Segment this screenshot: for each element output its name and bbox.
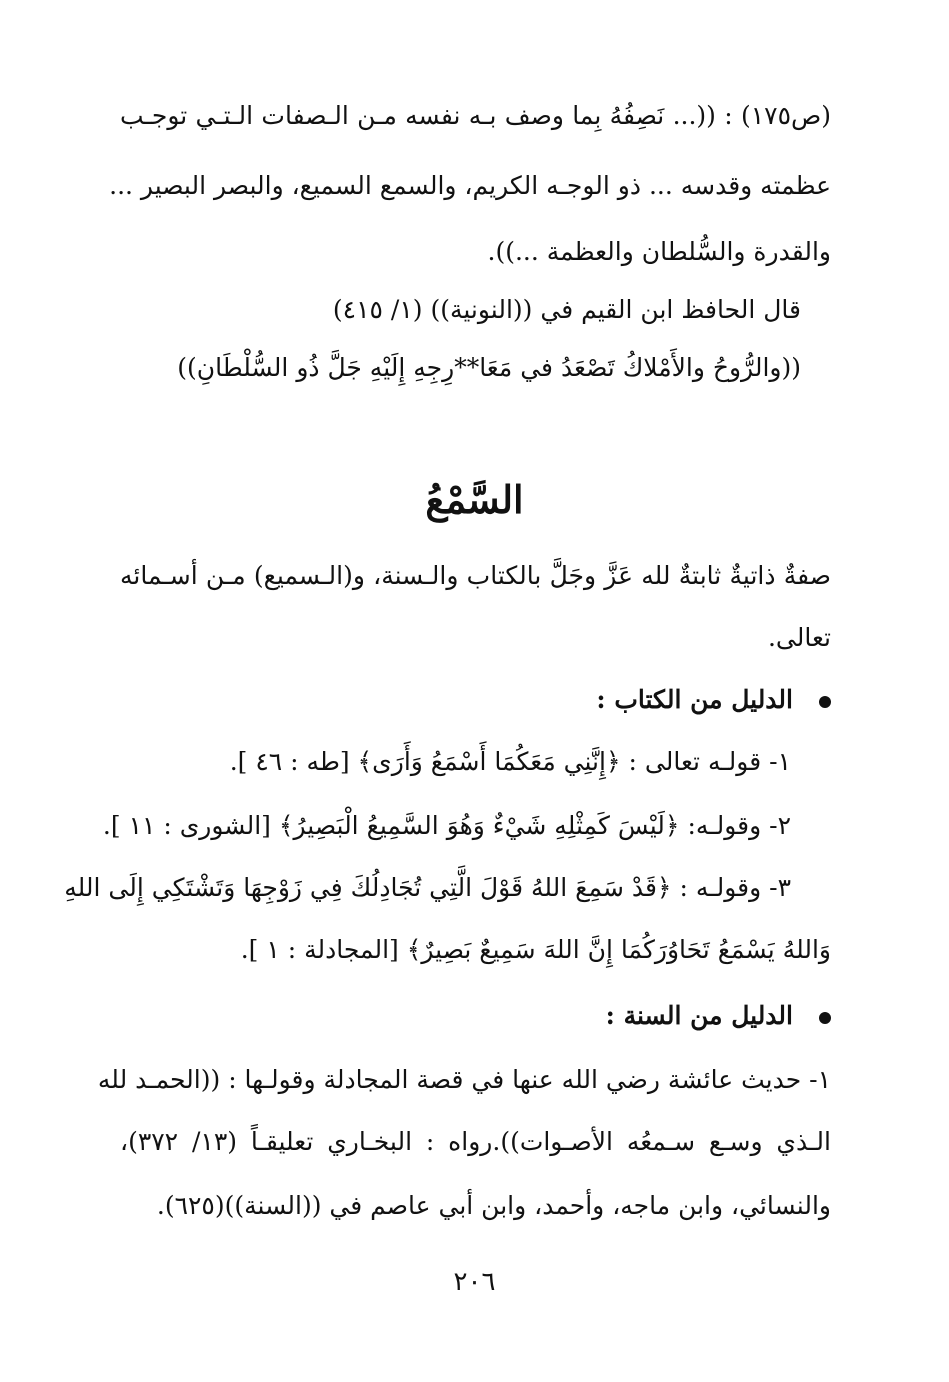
book-evidence-line-4: وَاللهُ يَسْمَعُ تَحَاوُرَكُمَا إِنَّ اللهَ سَمِيعٌ بَصِيرٌ﴾ [المجادلة : ١ ]. — [240, 935, 831, 964]
body-line-3: والقدرة والسُّلطان والعظمة ...)). — [487, 237, 831, 266]
book-evidence-line-3: ٣- وقولـه : ﴿قَدْ سَمِعَ اللهُ قَوْلَ الَّتِي تُجَادِلُكَ فِي زَوْجِهَا وَتَشْتَكِي إِلَى اللهِ — [64, 873, 791, 902]
quote-intro-line: قال الحافظ ابن القيم في ((النونية)) (١/ ٤١٥) — [332, 295, 801, 324]
bullet-heading-sunnah-label: الدليل من السنة : — [605, 1001, 793, 1030]
body-line-1: (ص١٧٥) : ((... نَصِفُهُ بِما وصف بـه نفسه مـن الـصفات الـتـي توجـب — [120, 101, 831, 130]
body-line-2: عظمته وقدسه ... ذو الوجـه الكريم، والسمع السميع، والبصر البصير ... — [109, 171, 831, 200]
bullet-dot-icon — [819, 696, 831, 708]
bullet-heading-book — [120, 680, 831, 720]
page-number: ٢٠٦ — [453, 1267, 496, 1297]
sunnah-evidence-line-1: ١- حديث عائشة رضي الله عنها في قصة المجادلة وقولـها : ((الحمـد لله — [97, 1065, 831, 1094]
sunnah-evidence-line-2: الـذي وسـع سـمعُه الأصـوات)).رواه : البخـاري تعليقـاً (١٣/ ٣٧٢)، — [120, 1127, 831, 1156]
book-evidence-line-1: ١- قولـه تعالى : ﴿إِنَّنِي مَعَكُمَا أَسْمَعُ وَأَرَى﴾ [طه : ٤٦ ]. — [229, 747, 791, 776]
section-title: السَّمْعُ — [425, 477, 524, 522]
book-evidence-line-2: ٢- وقولـه: ﴿لَيْسَ كَمِثْلِهِ شَيْءٌ وَهُوَ السَّمِيعُ الْبَصِيرُ﴾ [الشورى : ١١ ]. — [102, 811, 791, 840]
sunnah-evidence-line-3: والنسائي، وابن ماجه، وأحمد، وابن أبي عاصم في ((السنة))(٦٢٥). — [156, 1191, 831, 1220]
bullet-dot-icon — [819, 1012, 831, 1024]
poetry-verse-line: ((والرُّوحُ والأَمْلاكُ تَصْعَدُ في مَعَا**رِجِهِ إِلَيْهِ جَلَّ ذُو السُّلْطَانِ)) — [177, 353, 801, 382]
bullet-heading-book-label: الدليل من الكتاب : — [596, 685, 793, 714]
intro-line-1: صفةٌ ذاتيةٌ ثابتةٌ لله عَزَّ وجَلَّ بالكتاب والـسنة، و(الـسميع) مـن أسـمائه — [120, 561, 831, 590]
bullet-heading-sunnah — [120, 996, 831, 1036]
intro-line-2: تعالى. — [767, 623, 831, 652]
